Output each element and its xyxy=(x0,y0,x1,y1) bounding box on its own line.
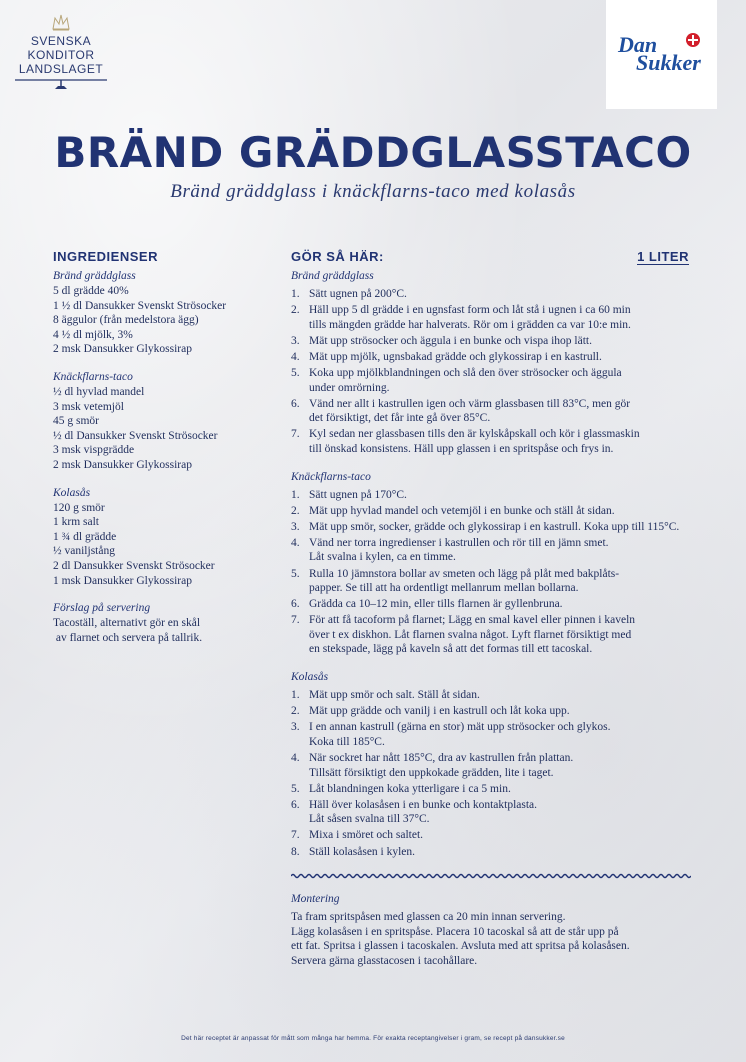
step-number: 6. xyxy=(291,598,300,611)
step-item xyxy=(291,688,691,703)
method-section-title: Kolasås xyxy=(291,671,329,684)
logo-dan-text: Dan xyxy=(618,32,658,57)
ingredient-item: 8 äggulor (från medelstora ägg) xyxy=(53,314,199,327)
cake-stand-icon xyxy=(14,78,108,90)
ingredient-item: 1 krm salt xyxy=(53,516,99,529)
logo-line-2: KONDITOR xyxy=(27,48,95,62)
ingredient-item: 2 dl Dansukker Svenskt Strösocker xyxy=(53,559,215,572)
step-number: 3. xyxy=(291,334,300,347)
step-number: 1. xyxy=(291,288,300,300)
section-gap xyxy=(291,657,691,670)
step-item xyxy=(291,303,691,332)
step-number: 4. xyxy=(291,536,300,549)
step-number: 1. xyxy=(291,689,300,702)
ingredient-item: ½ dl hyvlad mandel xyxy=(53,385,145,398)
montering-line: Servera gärna glasstacosen i tacohållare. xyxy=(291,954,478,967)
step-line: till önskad konsistens. Häll upp glassen i en spritspåse och frys in. xyxy=(309,442,614,455)
section-gap xyxy=(53,357,278,370)
step-item xyxy=(291,613,691,657)
step-item xyxy=(291,828,691,843)
wave-divider xyxy=(291,872,691,880)
method-section-title: Knäckflarns-taco xyxy=(291,470,371,483)
step-number: 5. xyxy=(291,366,300,379)
ingredients-column xyxy=(53,249,278,645)
recipe-title: BRÄND GRÄDDGLASSTACO xyxy=(54,128,692,177)
step-number: 7. xyxy=(291,428,300,441)
ingredient-item: ½ vaniljstång xyxy=(53,545,115,558)
step-number: 7. xyxy=(291,614,300,627)
montering-title: Montering xyxy=(291,893,340,906)
step-line: Häll upp 5 dl grädde i en ugnsfast form och låt stå i ugnen i ca 60 min xyxy=(309,304,631,317)
step-item xyxy=(291,751,691,780)
step-line: Mät upp hyvlad mandel och vetemjöl i en bunke och ställ åt sidan. xyxy=(309,504,615,517)
step-line: Låt blandningen koka ytterligare i ca 5 min. xyxy=(309,782,511,795)
ingredient-item: av flarnet och servera på tallrik. xyxy=(53,631,203,644)
step-line: Ställ kolasåsen i kylen. xyxy=(309,845,416,858)
step-item xyxy=(291,504,691,519)
ingredient-section-title: Bränd gräddglass xyxy=(53,270,136,282)
logo-line-3: LANDSLAGET xyxy=(18,62,104,76)
ingredient-item: Tacoställ, alternativt gör en skål xyxy=(53,617,201,630)
step-item xyxy=(291,782,691,797)
step-number: 2. xyxy=(291,705,300,718)
montering-section xyxy=(291,892,691,968)
step-line: en stekspade, lägg på kaveln så att det formas till ett tacoskal. xyxy=(309,643,593,656)
step-line: I en annan kastrull (gärna en stor) mät upp strösocker och glykos. xyxy=(309,721,611,734)
ingredient-item: 2 msk Dansukker Glykossirap xyxy=(53,343,192,356)
logo-sukker-text: Sukker xyxy=(636,50,701,75)
step-line: Mät upp smör och salt. Ställ åt sidan. xyxy=(309,689,480,702)
step-line: För att få tacoform på flarnet; Lägg en smal kavel eller pinnen i kaveln xyxy=(309,614,636,627)
step-list xyxy=(291,488,691,658)
crown-icon xyxy=(50,12,72,32)
step-item xyxy=(291,287,691,302)
method-section-title: Bränd gräddglass xyxy=(291,270,374,282)
step-line: Grädda ca 10–12 min, eller tills flarnen är gyllenbruna. xyxy=(309,598,563,611)
ingredient-item: 3 msk vispgrädde xyxy=(53,444,135,457)
step-item xyxy=(291,536,691,565)
ingredient-item: 45 g smör xyxy=(53,415,99,428)
ingredient-item: 120 g smör xyxy=(53,501,105,514)
step-line: Mät upp smör, socker, grädde och glykossirap i en kastrull. Koka upp till 115°C. xyxy=(309,520,680,533)
step-line: Tillsätt försiktigt den uppkokade grädden, lite i taget. xyxy=(309,766,554,779)
step-item xyxy=(291,567,691,596)
step-item xyxy=(291,427,691,456)
ingredient-section-title: Knäckflarns-taco xyxy=(53,370,133,383)
step-line: Kyl sedan ner glassbasen tills den är kylskåpskall och kör i glassmaskin xyxy=(309,428,640,441)
step-number: 2. xyxy=(291,504,300,517)
step-line: det försiktigt, det får inte gå över 85°C. xyxy=(309,412,491,425)
montering-text xyxy=(291,910,691,968)
step-item xyxy=(291,845,691,860)
ingredient-item: 3 msk vetemjöl xyxy=(53,400,124,413)
step-number: 7. xyxy=(291,829,300,842)
recipe-subtitle: Bränd gräddglass i knäckflarns-taco med kolasås xyxy=(170,181,576,202)
ingredient-section-title: Förslag på servering xyxy=(53,602,151,615)
yield-badge: 1 LITER xyxy=(637,249,689,264)
step-line: Mät upp strösocker och äggula i en bunke och vispa ihop lätt. xyxy=(309,334,592,347)
step-item xyxy=(291,520,691,535)
section-gap xyxy=(53,588,278,601)
step-item xyxy=(291,798,691,827)
step-line: Sätt ugnen på 200°C. xyxy=(309,288,407,300)
ingredient-item: 4 ½ dl mjölk, 3% xyxy=(53,328,133,341)
step-number: 6. xyxy=(291,798,300,811)
step-line: över t ex diskhon. Låt flarnen svalna något. Lyft flarnet försiktigt med xyxy=(309,628,632,641)
step-line: papper. Se till att ha ordentligt mellanrum mellan bollarna. xyxy=(309,582,579,595)
section-gap xyxy=(291,457,691,470)
method-heading: GÖR SÅ HÄR: xyxy=(291,249,384,264)
method-sections xyxy=(291,269,691,859)
step-item xyxy=(291,720,691,749)
step-line: Mät upp grädde och vanilj i en kastrull och låt koka upp. xyxy=(309,705,570,718)
step-line: Koka till 185°C. xyxy=(309,735,385,748)
montering-line: ett fat. Spritsa i glassen i tacoskalen. Avsluta med att spritsa på kolasåsen. xyxy=(291,940,630,953)
step-line: Häll över kolasåsen i en bunke och kontaktplasta. xyxy=(309,798,538,811)
step-line: Rulla 10 jämnstora bollar av smeten och lägg på plåt med bakplåts- xyxy=(309,567,620,580)
montering-line: Lägg kolasåsen i en spritspåse. Placera 10 tacoskal så att de står upp på xyxy=(291,925,619,938)
ingredient-item: 1 ¾ dl grädde xyxy=(53,530,117,543)
step-line: Vänd ner torra ingredienser i kastrullen och rör till en jämn smet. xyxy=(309,536,609,549)
ingredient-item: 5 dl grädde 40% xyxy=(53,285,129,297)
step-number: 4. xyxy=(291,350,300,363)
step-number: 5. xyxy=(291,567,300,580)
section-gap xyxy=(53,473,278,486)
step-item xyxy=(291,350,691,365)
ingredient-item: 1 ½ dl Dansukker Svenskt Strösocker xyxy=(53,299,227,312)
ingredient-item: ½ dl Dansukker Svenskt Strösocker xyxy=(53,429,218,442)
ingredients-heading: INGREDIENSER xyxy=(53,249,158,264)
step-line: Koka upp mjölkblandningen och slå den över strösocker och äggula xyxy=(309,366,622,379)
step-line: När sockret har nått 185°C, dra av kastrullen från plattan. xyxy=(309,751,574,764)
step-number: 6. xyxy=(291,397,300,410)
step-line: Sätt ugnen på 170°C. xyxy=(309,488,407,501)
step-item xyxy=(291,366,691,395)
step-line: Låt såsen svalna till 37°C. xyxy=(309,813,430,826)
montering-line: Ta fram spritspåsen med glassen ca 20 min innan servering. xyxy=(291,911,566,924)
method-column xyxy=(291,249,691,968)
step-number: 1. xyxy=(291,488,300,501)
logo-line-1: SVENSKA xyxy=(30,34,92,48)
ingredient-sections xyxy=(53,269,278,645)
red-cross-icon xyxy=(686,33,700,47)
ingredient-item: 1 msk Dansukker Glykossirap xyxy=(53,574,192,587)
step-list xyxy=(291,287,691,457)
step-list xyxy=(291,688,691,859)
step-item xyxy=(291,704,691,719)
step-line: Mixa i smöret och saltet. xyxy=(309,829,424,842)
step-item xyxy=(291,488,691,503)
ingredient-section-title: Kolasås xyxy=(53,486,91,499)
footer-note: Det här receptet är anpassat för mått som många har hemma. För exakta receptangivelser i gram, se recept på dansukker.se xyxy=(181,1035,565,1042)
step-line: under omrörning. xyxy=(309,381,390,394)
step-line: tills mängden grädde har halverats. Rör om i grädden ca var 10:e min. xyxy=(309,318,631,331)
step-number: 4. xyxy=(291,751,300,764)
step-number: 8. xyxy=(291,845,300,858)
step-item xyxy=(291,397,691,426)
step-number: 2. xyxy=(291,304,300,317)
step-line: Mät upp mjölk, ugnsbakad grädde och glykossirap i en kastrull. xyxy=(309,350,602,363)
step-number: 3. xyxy=(291,520,300,533)
step-line: Vänd ner allt i kastrullen igen och värm glassbasen till 83°C, men gör xyxy=(309,397,631,410)
step-number: 3. xyxy=(291,721,300,734)
step-item xyxy=(291,597,691,612)
svenska-konditor-landslaget-logo xyxy=(14,12,108,90)
dansukker-logo xyxy=(606,0,717,109)
step-line: Låt svalna i kylen, ca en timme. xyxy=(309,551,456,564)
ingredient-item: 2 msk Dansukker Glykossirap xyxy=(53,458,192,471)
step-item xyxy=(291,334,691,349)
step-number: 5. xyxy=(291,782,300,795)
